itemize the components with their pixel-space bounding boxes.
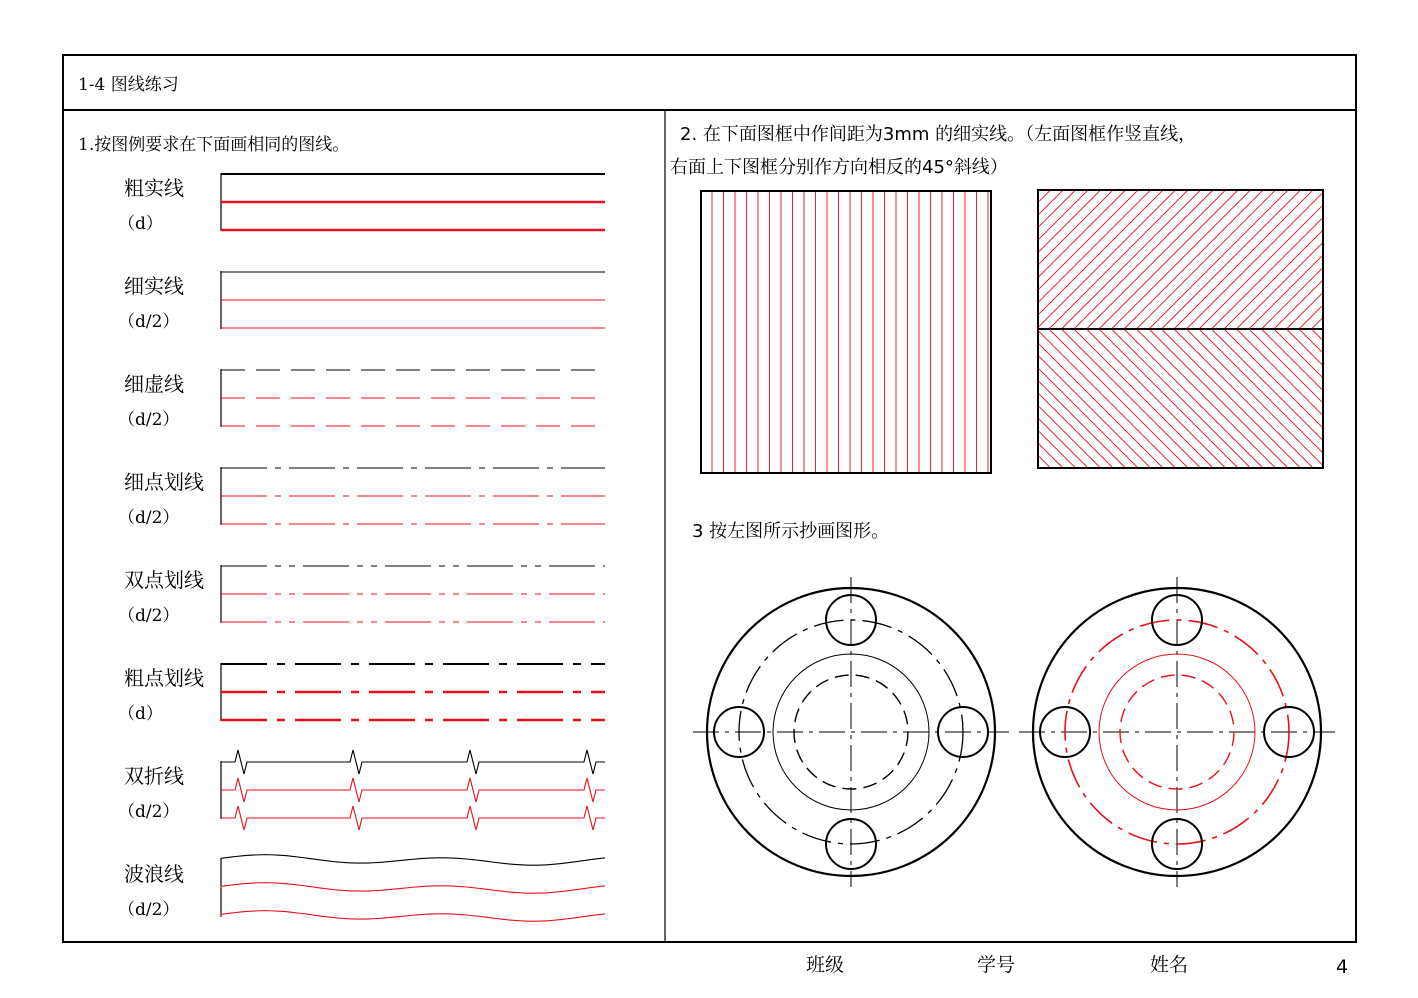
hatch-line: [1099, 329, 1238, 468]
sample-line: [221, 750, 605, 774]
sample-line: [221, 855, 605, 865]
hatch-line: [1274, 329, 1413, 468]
hatch-line: [1262, 190, 1401, 329]
sample-line: [221, 778, 605, 802]
hatch-line: [1212, 190, 1351, 329]
hatch-line: [1124, 190, 1263, 329]
flange-drawing-reference: [693, 577, 1009, 887]
section2-heading-line1: 2. 在下面图框中作间距为3mm 的细实线。（左面图框作竖直线，: [680, 124, 1197, 145]
hatch-line: [1237, 329, 1376, 468]
hatch-line: [1062, 190, 1201, 329]
hatch-line: [1037, 190, 1176, 329]
hatch-line: [912, 190, 1051, 329]
hatch-line: [962, 329, 1101, 468]
row-width: （d/2）: [118, 410, 180, 430]
hatch-line: [949, 190, 1088, 329]
hatch-line: [1262, 329, 1401, 468]
sample-line: [221, 806, 605, 830]
hatch-line: [1187, 190, 1326, 329]
hatch-line: [1074, 329, 1213, 468]
hatch-line: [1224, 329, 1363, 468]
hatch-line: [1324, 190, 1418, 329]
hatch-line: [1174, 190, 1313, 329]
hatch-line: [1074, 190, 1213, 329]
row-name: 波浪线: [124, 862, 184, 886]
section2-heading-line2: 右面上下图框分别作方向相反的45°斜线）: [670, 157, 1008, 178]
row-width: （d）: [118, 704, 163, 724]
hatch-line: [937, 329, 1076, 468]
hatch-line: [1162, 190, 1301, 329]
diagonal-hatch-frame: [1038, 190, 1323, 468]
hatch-line: [937, 190, 1076, 329]
row-name: 粗点划线: [124, 666, 204, 690]
row-name: 粗实线: [124, 176, 184, 200]
hatch-line: [1024, 329, 1163, 468]
hatch-line: [1312, 190, 1418, 329]
hatch-line: [1249, 190, 1388, 329]
row-width: （d）: [118, 214, 163, 234]
hatch-line: [924, 329, 1063, 468]
hatch-line: [1199, 329, 1338, 468]
page-number: 4: [1336, 956, 1349, 978]
hatch-line: [1049, 329, 1188, 468]
hatch-line: [1187, 329, 1326, 468]
hatch-line: [1124, 329, 1263, 468]
hatch-line: [899, 329, 1038, 468]
hatch-line: [1062, 329, 1201, 468]
hatch-line: [974, 190, 1113, 329]
row-width: （d/2）: [118, 606, 180, 626]
hatch-line: [1149, 329, 1288, 468]
row-name: 细点划线: [124, 470, 204, 494]
hatch-line: [1112, 190, 1251, 329]
hatch-line: [899, 190, 1038, 329]
hatch-line: [1112, 329, 1251, 468]
row-width: （d/2）: [118, 508, 180, 528]
hatch-line: [999, 190, 1138, 329]
hatch-line: [1237, 190, 1376, 329]
hatch-line: [987, 329, 1126, 468]
hatch-line: [1137, 190, 1276, 329]
class-label: 班级: [806, 954, 845, 976]
hatch-line: [974, 329, 1113, 468]
name-label: 姓名: [1150, 954, 1189, 976]
hatch-line: [1249, 329, 1388, 468]
page-title: 1-4 图线练习: [78, 75, 179, 95]
hatch-line: [1174, 329, 1313, 468]
flange-drawing-practice: [1019, 577, 1335, 887]
hatch-line: [1337, 190, 1418, 329]
hatch-line: [1087, 190, 1226, 329]
student-number-label: 学号: [977, 954, 1016, 976]
hatch-line: [1012, 190, 1151, 329]
hatch-line: [1149, 190, 1288, 329]
row-name: 细实线: [124, 274, 184, 298]
hatch-line: [962, 190, 1101, 329]
hatch-line: [1162, 329, 1301, 468]
hatch-line: [987, 190, 1126, 329]
row-name: 双折线: [124, 764, 184, 788]
hatch-line: [1212, 329, 1351, 468]
row-width: （d/2）: [118, 900, 180, 920]
hatch-line: [1049, 190, 1188, 329]
hatch-line: [1037, 329, 1176, 468]
hatch-line: [1199, 190, 1338, 329]
hatch-line: [1337, 329, 1418, 468]
row-width: （d/2）: [118, 802, 180, 822]
hatch-line: [912, 329, 1051, 468]
section3-heading: 3 按左图所示抄画图形。: [692, 521, 890, 542]
hatch-line: [1274, 190, 1413, 329]
hatch-line: [1012, 329, 1151, 468]
hatch-line: [1324, 329, 1418, 468]
line-type-samples: [221, 173, 605, 921]
row-width: （d/2）: [118, 312, 180, 332]
line-type-labels: [118, 176, 204, 920]
hatch-line: [1024, 190, 1163, 329]
row-name: 双点划线: [124, 568, 204, 592]
hatch-line: [949, 329, 1088, 468]
hatch-line: [1137, 329, 1276, 468]
hatch-line: [999, 329, 1138, 468]
section1-heading: 1.按图例要求在下面画相同的图线。: [78, 135, 350, 155]
hatch-line: [1087, 329, 1226, 468]
hatch-line: [924, 190, 1063, 329]
sample-line: [221, 883, 605, 893]
row-name: 细虚线: [124, 372, 184, 396]
sample-line: [221, 911, 605, 921]
hatch-line: [1099, 190, 1238, 329]
vertical-hatch-box: [701, 191, 991, 473]
hatch-line: [1224, 190, 1363, 329]
hatch-line: [1312, 329, 1418, 468]
